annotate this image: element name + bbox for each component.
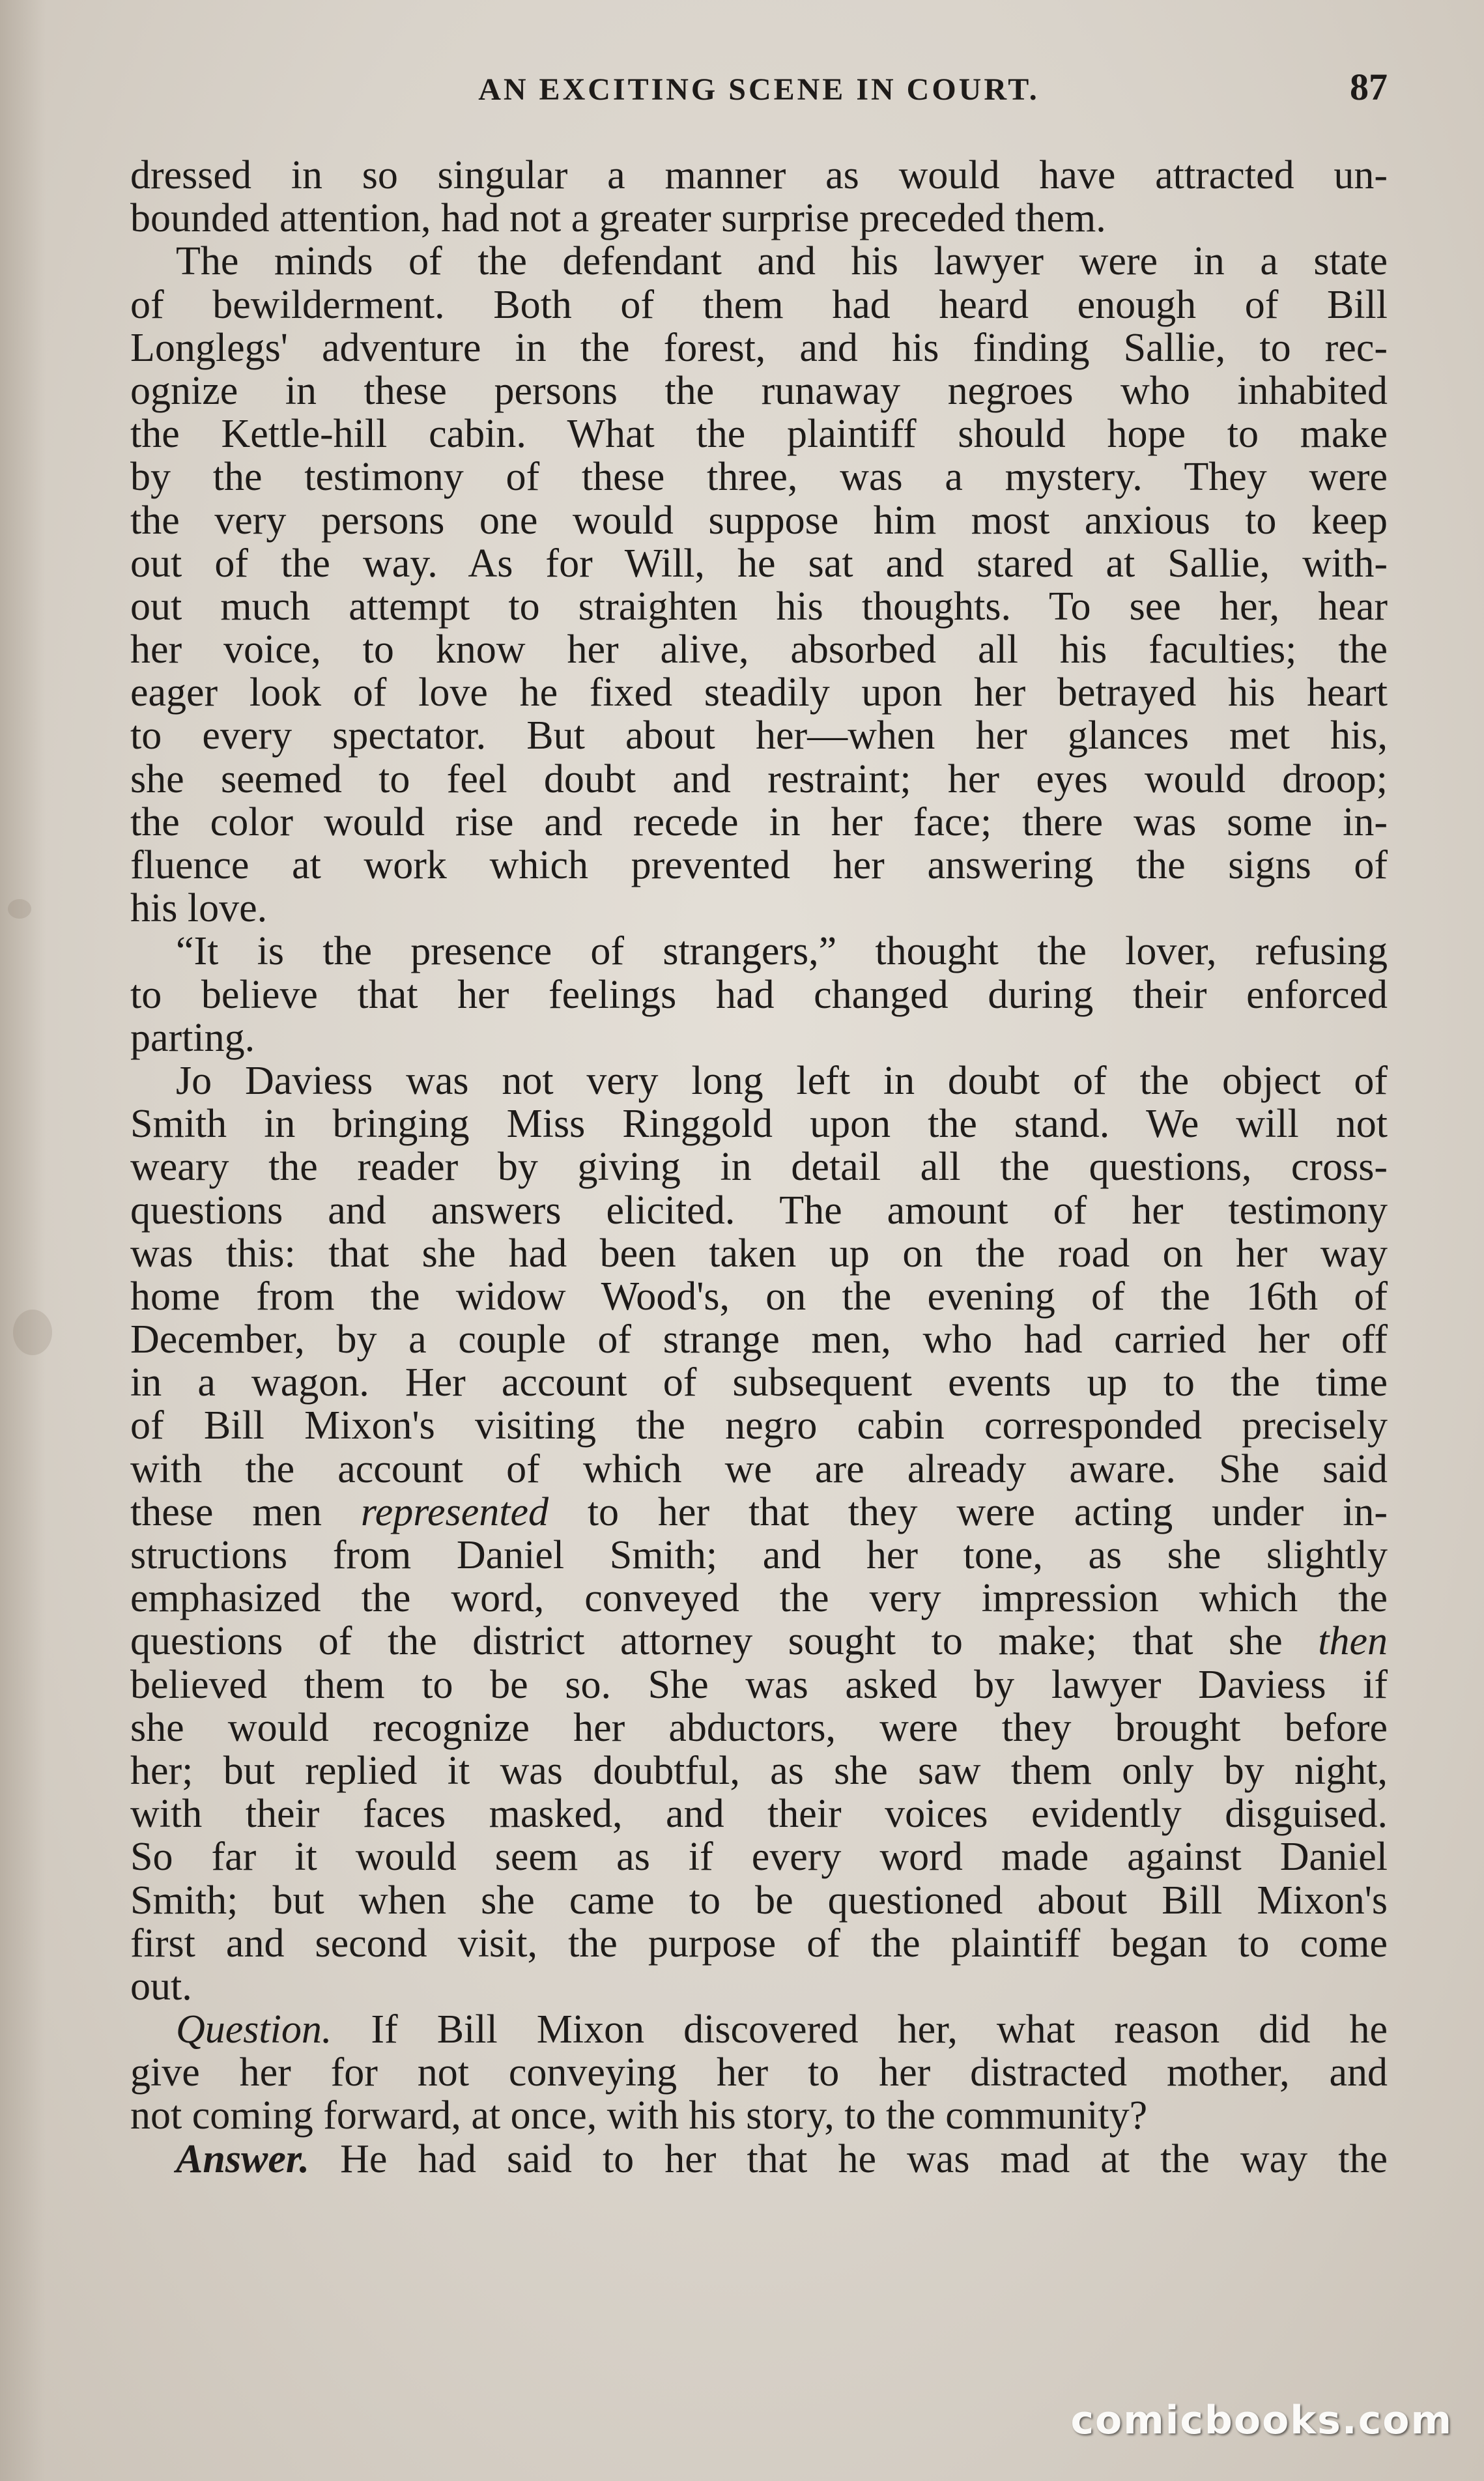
paragraph-4 bbox=[130, 1059, 1388, 2008]
paragraph-question bbox=[130, 2008, 1388, 2138]
text-line: dressed in so singular a manner as would have attracted un- bbox=[130, 153, 1388, 197]
watermark: comicbooks.com bbox=[1070, 2398, 1453, 2443]
text-line: of Bill Mixon's visiting the negro cabin corresponded precisely bbox=[130, 1403, 1388, 1448]
text-line bbox=[130, 1491, 1388, 1534]
text-line: by the testimony of these three, was a mystery. They were bbox=[130, 455, 1388, 500]
text-line: in a wagon. Her account of subsequent events up to the time bbox=[130, 1360, 1388, 1405]
italic-emphasis: then bbox=[1318, 1619, 1388, 1664]
body-text bbox=[130, 154, 1388, 2181]
text-line: with the account of which we are already aware. She said bbox=[130, 1446, 1388, 1491]
text-line: his love. bbox=[130, 886, 268, 931]
text-line: to believe that her feelings had changed during their enforced bbox=[130, 972, 1388, 1017]
paragraph-answer bbox=[130, 2138, 1388, 2181]
text-line: So far it would seem as if every word made against Daniel bbox=[130, 1835, 1388, 1880]
paragraph-1 bbox=[130, 154, 1388, 240]
text-run: If Bill Mixon discovered her, what reason did he bbox=[332, 2007, 1388, 2052]
text-line: parting. bbox=[130, 1015, 255, 1060]
text-line: with their faces masked, and their voices evidently disguised. bbox=[130, 1792, 1388, 1837]
text-line: the color would rise and recede in her face; there was some in- bbox=[130, 799, 1388, 844]
text-run: these men bbox=[130, 1489, 361, 1534]
text-line: of bewilderment. Both of them had heard enough of Bill bbox=[130, 282, 1388, 327]
text-line: questions and answers elicited. The amount of her testimony bbox=[130, 1188, 1388, 1233]
text-line: not coming forward, at once, with his story, to the community? bbox=[130, 2093, 1148, 2138]
text-line bbox=[130, 2138, 1388, 2181]
text-run: questions of the district attorney sought to make; that she bbox=[130, 1619, 1319, 1664]
text-line: out. bbox=[130, 1964, 192, 2009]
text-line: Longlegs' adventure in the forest, and his finding Sallie, to rec- bbox=[130, 325, 1388, 370]
text-line: eager look of love he fixed steadily upon her betrayed his heart bbox=[130, 670, 1388, 715]
question-label: Question. bbox=[176, 2007, 332, 2052]
text-line: first and second visit, the purpose of the plaintiff began to come bbox=[130, 1921, 1388, 1966]
page-smudge bbox=[8, 899, 31, 919]
paragraph-2 bbox=[130, 240, 1388, 930]
text-line: her voice, to know her alive, absorbed all his faculties; the bbox=[130, 627, 1388, 672]
text-line: home from the widow Wood's, on the evening of the 16th of bbox=[130, 1274, 1388, 1319]
text-line: she seemed to feel doubt and restraint; her eyes would droop; bbox=[130, 756, 1388, 801]
page-smudge bbox=[13, 1310, 52, 1355]
text-line: The minds of the defendant and his lawyer were in a state bbox=[176, 239, 1388, 284]
text-run: He had said to her that he was mad at the way the bbox=[309, 2136, 1388, 2181]
page-header bbox=[130, 65, 1388, 124]
text-line: emphasized the word, conveyed the very impression which the bbox=[130, 1576, 1388, 1621]
text-line: the Kettle-hill cabin. What the plaintiff should hope to make bbox=[130, 412, 1388, 457]
text-line: the very persons one would suppose him most anxious to keep bbox=[130, 498, 1388, 543]
running-head: AN EXCITING SCENE IN COURT. bbox=[478, 72, 1040, 107]
page-number: 87 bbox=[1350, 66, 1388, 108]
text-run: to her that they were acting under in- bbox=[548, 1489, 1388, 1534]
text-line: Jo Daviess was not very long left in doubt of the object of bbox=[176, 1058, 1388, 1103]
text-line: out of the way. As for Will, he sat and stared at Sallie, with- bbox=[130, 541, 1388, 586]
text-line: Smith in bringing Miss Ringgold upon the stand. We will not bbox=[130, 1102, 1388, 1147]
text-line: out much attempt to straighten his thoughts. To see her, hear bbox=[130, 584, 1388, 629]
text-line bbox=[130, 2008, 1388, 2051]
text-line: fluence at work which prevented her answering the signs of bbox=[130, 843, 1388, 887]
text-line: “It is the presence of strangers,” thought the lover, refusing bbox=[176, 929, 1388, 974]
italic-emphasis: represented bbox=[360, 1489, 549, 1534]
text-line: bounded attention, had not a greater surprise preceded them. bbox=[130, 196, 1106, 241]
text-line bbox=[130, 1620, 1388, 1663]
text-line: give her for not conveying her to her distracted mother, and bbox=[130, 2050, 1388, 2095]
answer-label: Answer. bbox=[176, 2136, 310, 2181]
text-line: was this: that she had been taken up on the road on her way bbox=[130, 1231, 1388, 1276]
text-line: Smith; but when she came to be questioned about Bill Mixon's bbox=[130, 1878, 1388, 1923]
text-line: ognize in these persons the runaway negroes who inhabited bbox=[130, 368, 1388, 413]
text-line: December, by a couple of strange men, who had carried her off bbox=[130, 1317, 1388, 1362]
text-line: structions from Daniel Smith; and her tone, as she slightly bbox=[130, 1533, 1388, 1577]
paragraph-3 bbox=[130, 930, 1388, 1059]
text-line: to every spectator. But about her—when her glances met his, bbox=[130, 713, 1388, 758]
text-line: believed them to be so. She was asked by lawyer Daviess if bbox=[130, 1662, 1388, 1707]
text-line: she would recognize her abductors, were they brought before bbox=[130, 1705, 1388, 1750]
text-line: her; but replied it was doubtful, as she saw them only by night, bbox=[130, 1748, 1388, 1793]
text-line: weary the reader by giving in detail all the questions, cross- bbox=[130, 1145, 1388, 1190]
